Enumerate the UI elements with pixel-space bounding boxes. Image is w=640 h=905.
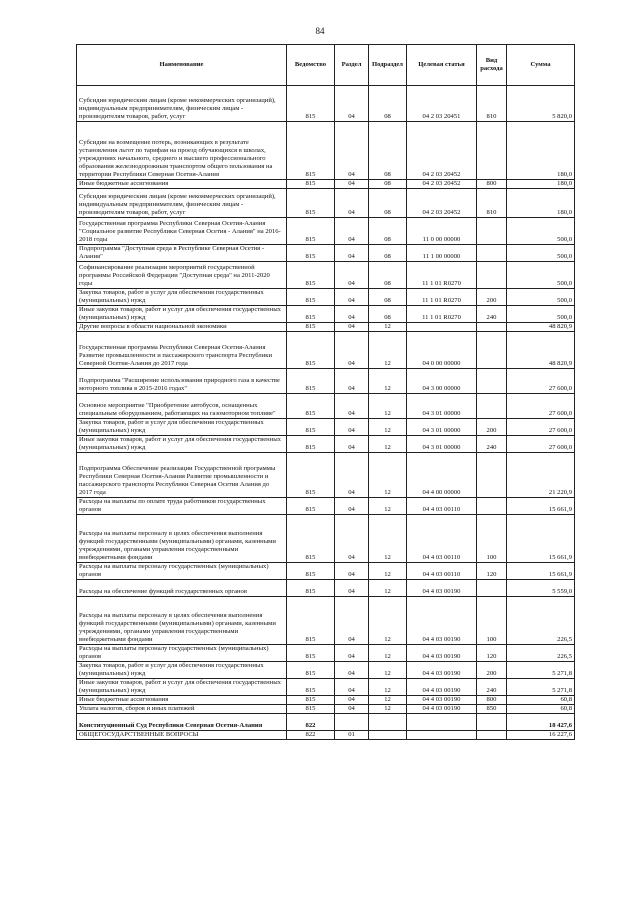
row-vedomstvo: 815 [287, 580, 335, 597]
row-vid-raskhoda: 120 [477, 645, 507, 662]
row-vid-raskhoda: 100 [477, 597, 507, 645]
row-podrazdel: 12 [369, 419, 407, 436]
row-vedomstvo: 815 [287, 419, 335, 436]
row-celevaya-statya: 04 4 03 00110 [407, 498, 477, 515]
row-name: Государственная программа Республики Северная Осетия-Алания "Социальное развитие Республики Северная Осетия - Алания" на 2016-2018 годы [77, 218, 287, 245]
row-name: Расходы на обеспечение функций государственных органов [77, 580, 287, 597]
row-podrazdel: 08 [369, 86, 407, 122]
row-celevaya-statya [407, 714, 477, 731]
row-summa: 60,8 [507, 705, 575, 714]
table-row [77, 262, 575, 289]
row-celevaya-statya: 04 3 01 00000 [407, 436, 477, 453]
table-row [77, 515, 575, 563]
row-podrazdel [369, 714, 407, 731]
header-vid-raskhoda: Вид расхода [477, 45, 507, 86]
row-razdel: 04 [335, 696, 369, 705]
row-celevaya-statya: 04 4 03 00190 [407, 645, 477, 662]
row-razdel: 04 [335, 645, 369, 662]
row-vid-raskhoda [477, 394, 507, 419]
row-vid-raskhoda: 800 [477, 696, 507, 705]
row-razdel: 04 [335, 369, 369, 394]
row-summa: 48 820,9 [507, 332, 575, 369]
row-vid-raskhoda: 200 [477, 662, 507, 679]
row-name: Субсидии на возмещение потерь, возникающих в результате установления льгот по тарифам на проезд обучающихся в школах, учреждениях начального, среднего и высшего профессионального образования железнодорожным транспортом общего пользования на территории Республики Северная Осетия-Алания [77, 122, 287, 180]
row-name: Субсидии юридическим лицам (кроме некоммерческих организаций), индивидуальным предпринимателям, физическим лицам - производителям товаров, работ, услуг [77, 86, 287, 122]
row-name: Расходы на выплаты персоналу в целях обеспечения выполнения функций государственными (муниципальными) органами, казенными учреждениями, органами управления государственными внебюджетными фондами [77, 597, 287, 645]
row-vedomstvo: 815 [287, 515, 335, 563]
row-vid-raskhoda: 200 [477, 419, 507, 436]
table-row [77, 597, 575, 645]
row-summa: 21 220,9 [507, 453, 575, 498]
row-razdel: 04 [335, 86, 369, 122]
row-vid-raskhoda: 800 [477, 180, 507, 189]
row-vedomstvo: 815 [287, 86, 335, 122]
row-vedomstvo: 815 [287, 645, 335, 662]
row-celevaya-statya: 04 3 01 00000 [407, 419, 477, 436]
row-podrazdel: 12 [369, 563, 407, 580]
row-razdel: 04 [335, 289, 369, 306]
row-summa: 27 600,0 [507, 369, 575, 394]
row-podrazdel: 08 [369, 245, 407, 262]
row-vedomstvo: 822 [287, 714, 335, 731]
row-podrazdel: 12 [369, 645, 407, 662]
row-vid-raskhoda [477, 498, 507, 515]
row-vedomstvo: 815 [287, 332, 335, 369]
table-row [77, 306, 575, 323]
row-razdel: 04 [335, 323, 369, 332]
row-podrazdel: 08 [369, 189, 407, 218]
table-row [77, 696, 575, 705]
row-podrazdel: 12 [369, 696, 407, 705]
row-vid-raskhoda [477, 323, 507, 332]
row-name: Расходы на выплаты персоналу государственных (муниципальных) органов [77, 563, 287, 580]
table-row [77, 369, 575, 394]
row-celevaya-statya: 11 1 01 R0270 [407, 306, 477, 323]
row-summa: 5 271,8 [507, 679, 575, 696]
row-podrazdel: 12 [369, 515, 407, 563]
row-name: Расходы на выплаты персоналу государственных (муниципальных) органов [77, 645, 287, 662]
row-name: Иные бюджетные ассигнования [77, 180, 287, 189]
row-celevaya-statya: 04 3 01 00000 [407, 394, 477, 419]
table-row [77, 289, 575, 306]
row-podrazdel: 08 [369, 122, 407, 180]
row-podrazdel: 12 [369, 498, 407, 515]
row-celevaya-statya: 11 1 00 00000 [407, 245, 477, 262]
table-row [77, 731, 575, 740]
row-razdel: 04 [335, 580, 369, 597]
row-summa: 180,0 [507, 122, 575, 180]
row-name: Закупка товаров, работ и услуг для обеспечения государственных (муниципальных) нужд [77, 419, 287, 436]
row-summa: 15 661,9 [507, 563, 575, 580]
row-name: Иные закупки товаров, работ и услуг для обеспечения государственных (муниципальных) нужд [77, 436, 287, 453]
row-razdel: 04 [335, 453, 369, 498]
row-name: Государственная программа Республики Северная Осетия-Алания Развитие промышленности и пассажирского транспорта Республики Северной Осетия-Алания до 2017 года [77, 332, 287, 369]
row-razdel: 04 [335, 189, 369, 218]
row-vedomstvo: 815 [287, 122, 335, 180]
row-vedomstvo: 815 [287, 563, 335, 580]
row-vid-raskhoda: 850 [477, 705, 507, 714]
row-vedomstvo: 815 [287, 498, 335, 515]
row-razdel [335, 714, 369, 731]
row-vedomstvo: 822 [287, 731, 335, 740]
row-summa: 500,0 [507, 262, 575, 289]
row-name: Подпрограмма "Доступная среда в Республике Северная Осетия - Алания" [77, 245, 287, 262]
row-summa: 5 559,0 [507, 580, 575, 597]
table-row [77, 180, 575, 189]
row-razdel: 04 [335, 705, 369, 714]
budget-table [76, 44, 575, 740]
row-podrazdel: 12 [369, 436, 407, 453]
row-razdel: 04 [335, 436, 369, 453]
row-name: Расходы на выплаты по оплате труда работников государственных органов [77, 498, 287, 515]
row-name: Иные закупки товаров, работ и услуг для обеспечения государственных (муниципальных) нужд [77, 306, 287, 323]
row-name: Основное мероприятие "Приобретение автобусов, оснащенных специальным оборудованием, работающих на газомоторном топливе" [77, 394, 287, 419]
row-summa: 226,5 [507, 597, 575, 645]
row-celevaya-statya: 04 2 03 20452 [407, 189, 477, 218]
header-vedomstvo: Ведомство [287, 45, 335, 86]
row-name: Подпрограмма Обеспечение реализации Государственной программы Республики Северная Осетия-Алания Развитие промышленности и пассажирского транспорта Республики Северная Осетия Алания до 2017 года [77, 453, 287, 498]
row-celevaya-statya: 04 4 00 00000 [407, 453, 477, 498]
row-razdel: 04 [335, 262, 369, 289]
row-summa: 180,0 [507, 180, 575, 189]
row-podrazdel: 12 [369, 597, 407, 645]
table-row [77, 122, 575, 180]
row-razdel: 04 [335, 662, 369, 679]
row-vid-raskhoda [477, 453, 507, 498]
row-summa: 15 661,9 [507, 515, 575, 563]
table-row [77, 189, 575, 218]
row-vedomstvo: 815 [287, 394, 335, 419]
row-celevaya-statya: 04 4 03 00110 [407, 515, 477, 563]
table-row [77, 86, 575, 122]
row-celevaya-statya: 04 4 03 00110 [407, 563, 477, 580]
row-vid-raskhoda: 120 [477, 563, 507, 580]
row-podrazdel: 12 [369, 679, 407, 696]
table-row [77, 714, 575, 731]
row-summa: 226,5 [507, 645, 575, 662]
row-celevaya-statya [407, 731, 477, 740]
row-celevaya-statya: 11 1 01 R0270 [407, 289, 477, 306]
row-vid-raskhoda [477, 122, 507, 180]
row-razdel: 04 [335, 597, 369, 645]
row-vid-raskhoda [477, 218, 507, 245]
row-summa: 60,8 [507, 696, 575, 705]
row-vedomstvo: 815 [287, 662, 335, 679]
table-row [77, 453, 575, 498]
row-podrazdel: 12 [369, 394, 407, 419]
row-podrazdel: 08 [369, 218, 407, 245]
row-vedomstvo: 815 [287, 597, 335, 645]
row-vedomstvo: 815 [287, 705, 335, 714]
row-vedomstvo: 815 [287, 453, 335, 498]
row-celevaya-statya: 04 2 03 20452 [407, 180, 477, 189]
row-name: ОБЩЕГОСУДАРСТВЕННЫЕ ВОПРОСЫ [77, 731, 287, 740]
row-podrazdel: 12 [369, 705, 407, 714]
row-vid-raskhoda [477, 369, 507, 394]
table-row [77, 323, 575, 332]
row-summa: 500,0 [507, 289, 575, 306]
table-row [77, 419, 575, 436]
row-podrazdel: 08 [369, 306, 407, 323]
row-celevaya-statya: 04 2 03 20452 [407, 122, 477, 180]
row-celevaya-statya: 04 4 03 00190 [407, 597, 477, 645]
row-celevaya-statya: 04 4 03 00190 [407, 662, 477, 679]
row-razdel: 01 [335, 731, 369, 740]
table-row [77, 245, 575, 262]
table-row [77, 436, 575, 453]
row-podrazdel: 08 [369, 289, 407, 306]
table-row [77, 563, 575, 580]
row-podrazdel: 12 [369, 453, 407, 498]
row-razdel: 04 [335, 180, 369, 189]
header-razdel: Раздел [335, 45, 369, 86]
row-celevaya-statya: 04 3 00 00000 [407, 369, 477, 394]
row-vedomstvo: 815 [287, 306, 335, 323]
row-vid-raskhoda [477, 580, 507, 597]
row-name: Софинансирование реализации мероприятий государственной программы Российской Федерации "Доступная среда" на 2011-2020 годы [77, 262, 287, 289]
row-celevaya-statya: 04 4 03 00190 [407, 580, 477, 597]
table-row [77, 218, 575, 245]
row-vid-raskhoda [477, 731, 507, 740]
row-podrazdel: 12 [369, 580, 407, 597]
row-vid-raskhoda: 810 [477, 189, 507, 218]
row-summa: 500,0 [507, 218, 575, 245]
row-name: Иные бюджетные ассигнования [77, 696, 287, 705]
table-header-row [77, 45, 575, 86]
row-vid-raskhoda: 240 [477, 306, 507, 323]
row-podrazdel: 08 [369, 180, 407, 189]
row-celevaya-statya: 04 4 03 00190 [407, 679, 477, 696]
row-podrazdel: 08 [369, 262, 407, 289]
row-vedomstvo: 815 [287, 218, 335, 245]
row-vid-raskhoda: 240 [477, 679, 507, 696]
row-razdel: 04 [335, 332, 369, 369]
table-row [77, 498, 575, 515]
row-summa: 27 600,0 [507, 419, 575, 436]
table-row [77, 580, 575, 597]
row-summa: 5 820,0 [507, 86, 575, 122]
row-razdel: 04 [335, 498, 369, 515]
row-summa: 27 600,0 [507, 394, 575, 419]
row-summa: 5 271,8 [507, 662, 575, 679]
row-summa: 48 820,9 [507, 323, 575, 332]
row-name: Закупка товаров, работ и услуг для обеспечения государственных (муниципальных) нужд [77, 662, 287, 679]
row-name: Расходы на выплаты персоналу в целях обеспечения выполнения функций государственными (муниципальными) органами, казенными учреждениями, органами управления государственными внебюджетными фондами [77, 515, 287, 563]
row-summa: 180,0 [507, 189, 575, 218]
header-summa: Сумма [507, 45, 575, 86]
table-row [77, 662, 575, 679]
table-row [77, 394, 575, 419]
row-podrazdel: 12 [369, 662, 407, 679]
row-vedomstvo: 815 [287, 679, 335, 696]
row-name: Подпрограмма "Расширение использования природного газа в качестве моторного топлива в 2015-2016 годах" [77, 369, 287, 394]
row-vedomstvo: 815 [287, 696, 335, 705]
row-name: Другие вопросы в области национальной экономики [77, 323, 287, 332]
row-celevaya-statya: 04 0 00 00000 [407, 332, 477, 369]
row-podrazdel: 12 [369, 332, 407, 369]
row-razdel: 04 [335, 306, 369, 323]
row-vedomstvo: 815 [287, 189, 335, 218]
row-razdel: 04 [335, 679, 369, 696]
header-podrazdel: Подраздел [369, 45, 407, 86]
row-vid-raskhoda: 810 [477, 86, 507, 122]
row-celevaya-statya: 11 1 01 R0270 [407, 262, 477, 289]
row-razdel: 04 [335, 122, 369, 180]
row-name: Закупка товаров, работ и услуг для обеспечения государственных (муниципальных) нужд [77, 289, 287, 306]
row-vid-raskhoda [477, 714, 507, 731]
row-razdel: 04 [335, 218, 369, 245]
row-name: Уплата налогов, сборов и иных платежей [77, 705, 287, 714]
row-name: Конституционный Суд Республики Северная Осетия-Алания [77, 714, 287, 731]
row-vid-raskhoda: 200 [477, 289, 507, 306]
row-summa: 500,0 [507, 306, 575, 323]
row-celevaya-statya: 04 2 03 20451 [407, 86, 477, 122]
row-podrazdel [369, 731, 407, 740]
row-celevaya-statya: 11 0 00 00000 [407, 218, 477, 245]
page-number: 84 [315, 26, 325, 36]
header-name: Наименование [77, 45, 287, 86]
row-vid-raskhoda [477, 332, 507, 369]
row-razdel: 04 [335, 394, 369, 419]
row-vedomstvo: 815 [287, 180, 335, 189]
table-row [77, 332, 575, 369]
row-razdel: 04 [335, 245, 369, 262]
row-name: Иные закупки товаров, работ и услуг для обеспечения государственных (муниципальных) нужд [77, 679, 287, 696]
header-celevaya-statya: Целевая статья [407, 45, 477, 86]
row-vedomstvo: 815 [287, 436, 335, 453]
row-razdel: 04 [335, 515, 369, 563]
row-summa: 16 227,6 [507, 731, 575, 740]
row-vedomstvo: 815 [287, 262, 335, 289]
table-row [77, 645, 575, 662]
row-podrazdel: 12 [369, 323, 407, 332]
table-row [77, 705, 575, 714]
row-summa: 500,0 [507, 245, 575, 262]
row-razdel: 04 [335, 419, 369, 436]
row-celevaya-statya [407, 323, 477, 332]
table-row [77, 679, 575, 696]
row-celevaya-statya: 04 4 03 00190 [407, 705, 477, 714]
row-vedomstvo: 815 [287, 323, 335, 332]
row-summa: 18 427,6 [507, 714, 575, 731]
row-celevaya-statya: 04 4 03 00190 [407, 696, 477, 705]
row-name: Субсидии юридическим лицам (кроме некоммерческих организаций), индивидуальным предпринимателям, физическим лицам - производителям товаров, работ, услуг [77, 189, 287, 218]
row-vid-raskhoda [477, 262, 507, 289]
row-vedomstvo: 815 [287, 289, 335, 306]
row-vedomstvo: 815 [287, 369, 335, 394]
row-vid-raskhoda [477, 245, 507, 262]
row-summa: 15 661,9 [507, 498, 575, 515]
row-vedomstvo: 815 [287, 245, 335, 262]
row-vid-raskhoda: 240 [477, 436, 507, 453]
row-podrazdel: 12 [369, 369, 407, 394]
row-summa: 27 600,0 [507, 436, 575, 453]
row-razdel: 04 [335, 563, 369, 580]
row-vid-raskhoda: 100 [477, 515, 507, 563]
